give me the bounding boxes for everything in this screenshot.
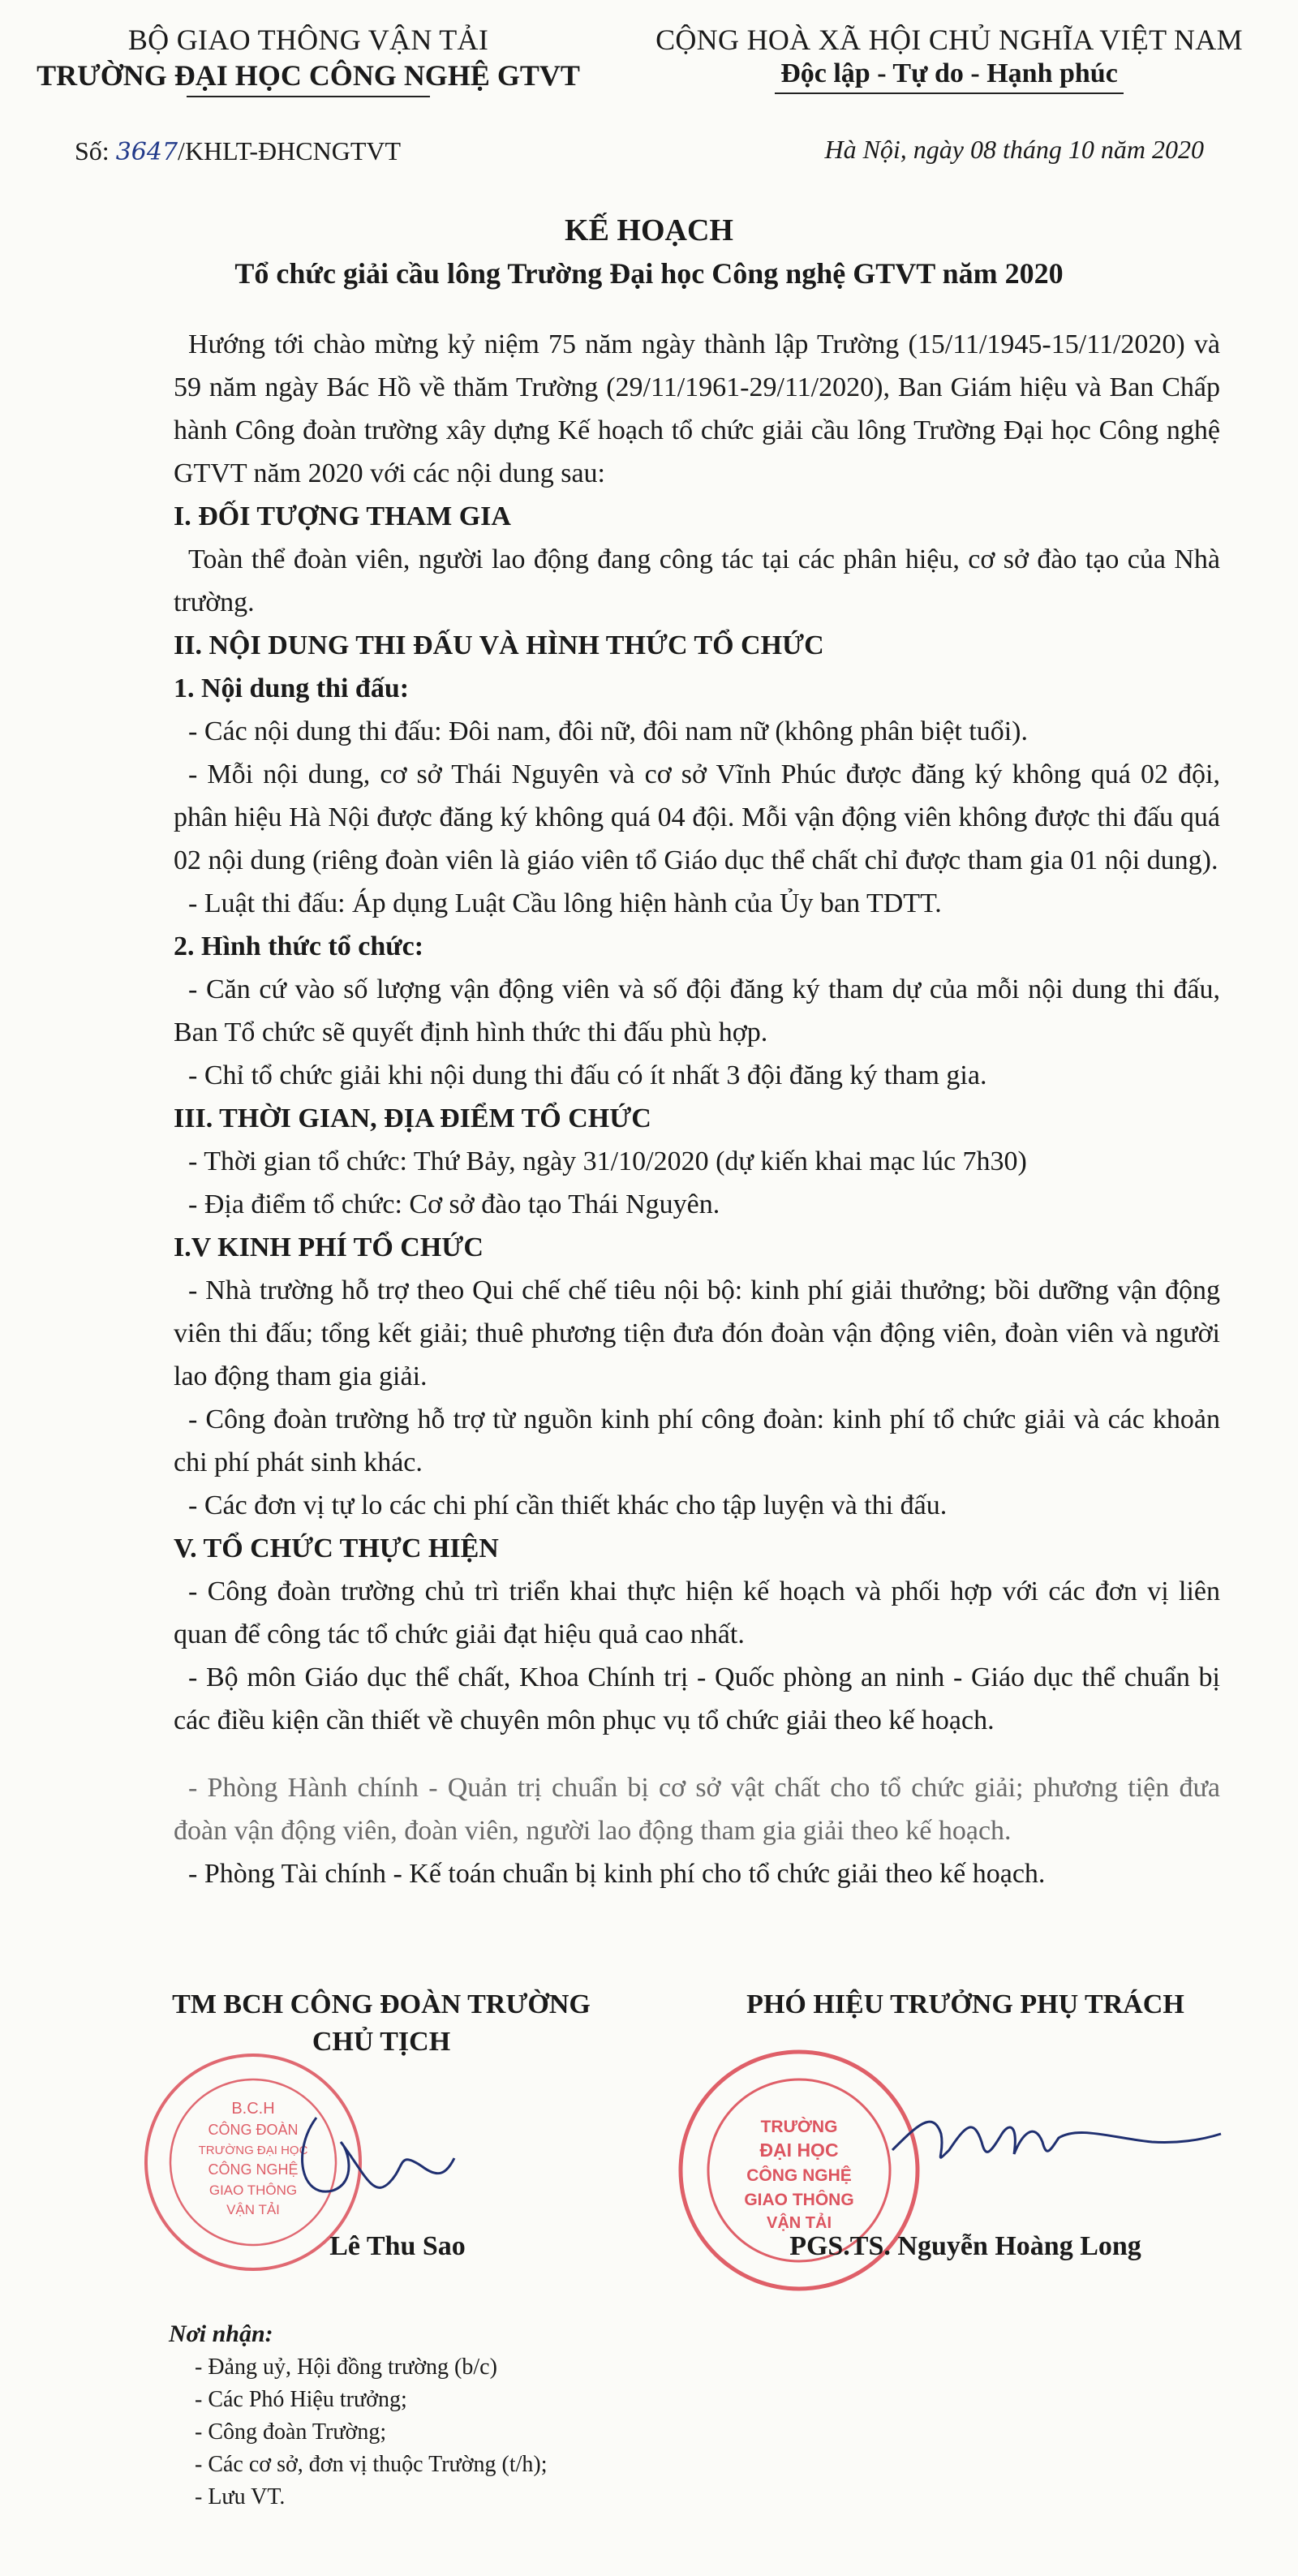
recipients [169,2320,548,2514]
document-subtitle: Tổ chức giải cầu lông Trường Đại học Công nghệ GTVT năm 2020 [234,257,1064,290]
recipient-item: - Công đoàn Trường; [195,2419,387,2445]
document-body [174,323,1220,1895]
section-3-paragraph-1: - Thời gian tổ chức: Thứ Bảy, ngày 31/10/2020 (dự kiến khai mạc lúc 7h30) [188,1146,1027,1176]
section-3-title: III. THỜI GIAN, ĐỊA ĐIỂM TỔ CHỨC [174,1103,651,1133]
national-motto: Độc lập - Tự do - Hạnh phúc [780,58,1118,88]
vice-rector-role: PHÓ HIỆU TRƯỞNG PHỤ TRÁCH [746,1989,1184,2019]
svg-text:TRƯỜNG: TRƯỜNG [760,2118,838,2136]
school-name: TRƯỜNG ĐẠI HỌC CÔNG NGHỆ GTVT [37,59,580,92]
section-2-subtitle-2: 2. Hình thức tổ chức: [174,931,424,961]
section-1-paragraph: Toàn thể đoàn viên, người lao động đang công tác tại các phân hiệu, cơ sở đào tạo của Nhà trường. [174,544,1220,617]
svg-text:VẬN TẢI: VẬN TẢI [767,2214,832,2232]
section-2-paragraph-1: - Các nội dung thi đấu: Đôi nam, đôi nữ, đôi nam nữ (không phân biệt tuổi). [188,716,1028,746]
svg-text:TRƯỜNG ĐẠI HỌC: TRƯỜNG ĐẠI HỌC [198,2144,308,2157]
ministry-name: BỘ GIAO THÔNG VẬN TẢI [127,24,489,56]
section-4-paragraph-3: - Các đơn vị tự lo các chi phí cần thiết khác cho tập luyện và thi đấu. [188,1490,948,1520]
section-5-paragraph-3: - Phòng Hành chính - Quản trị chuẩn bị cơ sở vật chất cho tổ chức giải; phương tiện đưa đoàn vận động viên, đoàn viên, người lao động tham gia giải theo kế hoạch. [174,1773,1220,1846]
section-4-paragraph-2: - Công đoàn trường hỗ trợ từ nguồn kinh phí công đoàn: kinh phí tổ chức giải và các khoản chi phí phát sinh khác. [174,1404,1220,1477]
intro-paragraph: Hướng tới chào mừng kỷ niệm 75 năm ngày thành lập Trường (15/11/1945-15/11/2020) và 59 năm ngày Bác Hồ về thăm Trường (29/11/1961-29/11/2020), Ban Giám hiệu và Ban Chấp hành Công đoàn trường xây dựng Kế hoạch tổ chức giải cầu lông Trường Đại học Công nghệ GTVT năm 2020 với các nội dung sau: [174,329,1220,488]
section-1-title: I. ĐỐI TƯỢNG THAM GIA [174,501,511,531]
signature-block-vice-rector [673,1989,1257,2020]
recipient-item: - Đảng uỷ, Hội đồng trường (b/c) [195,2355,497,2380]
section-5-paragraph-2: - Bộ môn Giáo dục thể chất, Khoa Chính trị - Quốc phòng an ninh - Giáo dục thể chuẩn bị các điều kiện cần thiết về chuyên môn phục vụ tổ chức giải theo kế hoạch. [174,1662,1220,1735]
document-date: Hà Nội, ngày 08 tháng 10 năm 2020 [824,135,1204,164]
union-chair-signature [284,2101,462,2215]
vice-rector-name: PGS.TS. Nguyễn Hoàng Long [789,2231,1141,2261]
svg-text:B.C.H: B.C.H [231,2100,275,2118]
spacer [174,1742,1220,1766]
section-5-paragraph-4: - Phòng Tài chính - Kế toán chuẩn bị kinh phí cho tổ chức giải theo kế hoạch. [188,1859,1046,1889]
section-2-paragraph-2: - Mỗi nội dung, cơ sở Thái Nguyên và cơ sở Vĩnh Phúc được đăng ký không quá 02 đội, phân hiệu Hà Nội được đăng ký không quá 04 đội. Mỗi vận động viên không được thi đấu quá 02 nội dung (riêng đoàn viên là giáo viên tổ Giáo dục thể chất chỉ được tham gia 01 nội dung). [174,759,1220,875]
recipients-list [195,2351,548,2514]
section-5-title: V. TỔ CHỨC THỰC HIỆN [174,1533,499,1563]
header-left [16,23,600,97]
document-number [75,136,401,166]
union-chair-role: CHỦ TỊCH [312,2027,451,2057]
section-2-paragraph-3: - Luật thi đấu: Áp dụng Luật Cầu lông hiện hành của Ủy ban TDTT. [188,888,942,918]
republic-name: CỘNG HOÀ XÃ HỘI CHỦ NGHĨA VIỆT NAM [655,24,1243,56]
header-right [617,23,1282,94]
header-right-rule [775,92,1124,94]
recipient-item: - Các Phó Hiệu trưởng; [195,2387,407,2412]
svg-text:CÔNG NGHỆ: CÔNG NGHỆ [746,2166,852,2185]
svg-text:VẬN TẢI: VẬN TẢI [226,2202,280,2217]
ref-suffix: /KHLT-ĐHCNGTVT [178,136,402,166]
recipient-item: - Các cơ sở, đơn vị thuộc Trường (t/h); [195,2452,548,2477]
signature-block-union [122,1989,641,2058]
svg-text:GIAO THÔNG: GIAO THÔNG [208,2183,298,2198]
section-5-paragraph-1: - Công đoàn trường chủ trì triển khai thực hiện kế hoạch và phối hợp với các đơn vị liên quan để công tác tổ chức giải đạt hiệu quả cao nhất. [174,1576,1220,1649]
section-4-title: I.V KINH PHÍ TỔ CHỨC [174,1232,484,1262]
ref-number-handwritten: 3647 [115,138,178,166]
union-chair-name: Lê Thu Sao [329,2231,466,2261]
section-2-paragraph-4: - Căn cứ vào số lượng vận động viên và số đội đăng ký tham dự của mỗi nội dung thi đấu, Ban Tổ chức sẽ quyết định hình thức thi đấu phù hợp. [174,974,1220,1047]
section-3-paragraph-2: - Địa điểm tổ chức: Cơ sở đào tạo Thái Nguyên. [188,1189,720,1219]
svg-text:GIAO THÔNG: GIAO THÔNG [744,2191,854,2209]
recipients-title: Nơi nhận: [169,2320,273,2347]
vice-rector-signature [884,2077,1225,2215]
svg-text:CÔNG NGHỆ: CÔNG NGHỆ [208,2161,299,2178]
svg-text:ĐẠI HỌC: ĐẠI HỌC [759,2139,839,2161]
svg-text:CÔNG ĐOÀN: CÔNG ĐOÀN [208,2122,299,2138]
section-2-paragraph-5: - Chỉ tổ chức giải khi nội dung thi đấu có ít nhất 3 đội đăng ký tham gia. [188,1060,987,1090]
section-4-paragraph-1: - Nhà trường hỗ trợ theo Qui chế chế tiêu nội bộ: kinh phí giải thưởng; bồi dưỡng vận động viên thi đấu; tổng kết giải; thuê phương tiện đưa đón đoàn vận động viên, đoàn viên và người lao động tham gia giải. [174,1275,1220,1391]
document-title: KẾ HOẠCH [565,213,733,247]
recipient-item: - Lưu VT. [195,2484,286,2509]
header-left-rule [187,96,430,97]
section-2-title: II. NỘI DUNG THI ĐẤU VÀ HÌNH THỨC TỔ CHỨC [174,630,824,660]
ref-prefix: Số: [75,136,110,166]
section-2-subtitle-1: 1. Nội dung thi đấu: [174,673,410,703]
union-role: TM BCH CÔNG ĐOÀN TRƯỜNG [172,1989,591,2019]
